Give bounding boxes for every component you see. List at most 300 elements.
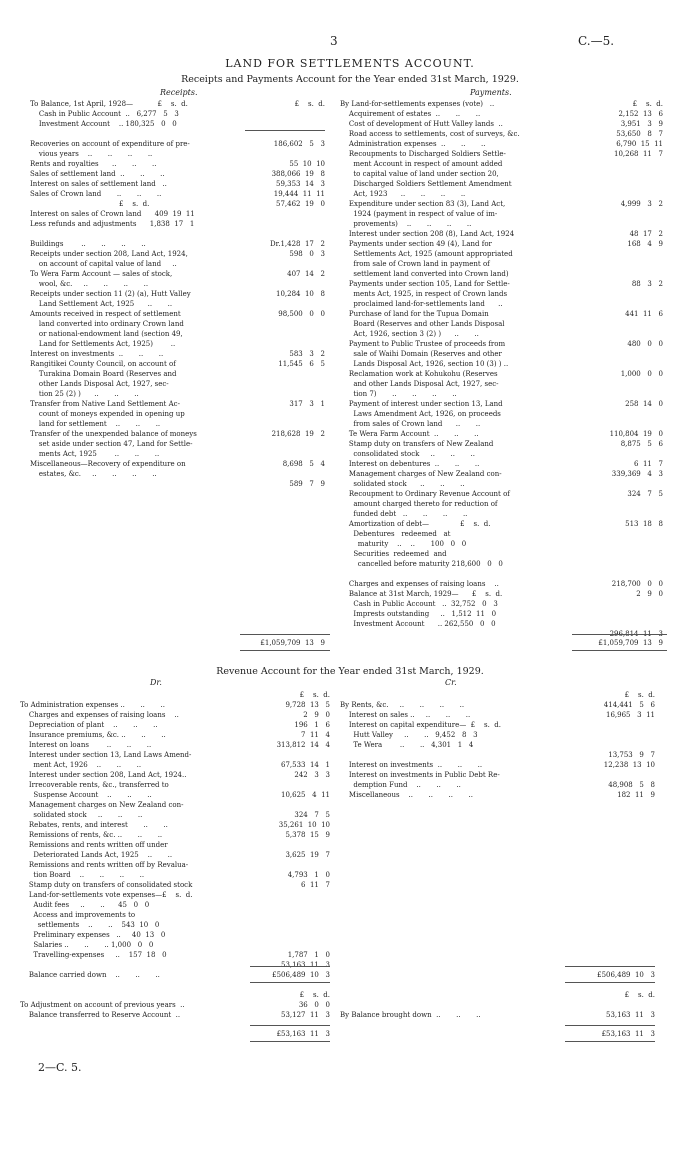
payment-amount: 6,790 15 11	[611, 140, 663, 148]
receipt-amount: 589 7 9	[280, 480, 325, 488]
receipt-amount	[245, 229, 325, 239]
revenue-cr-amount: 12,238 13 10	[601, 761, 655, 769]
receipt-line: £ s. d.	[30, 200, 150, 208]
revenue-dr-line: Interest under section 13, Land Laws Amend-	[20, 751, 192, 759]
receipt-amount: 11,545 6 5	[276, 360, 325, 368]
receipt-line	[30, 229, 250, 239]
payment-amount	[575, 259, 663, 269]
revenue-dr-amount: 2 9 0	[289, 711, 330, 719]
receipt-amount: 186,602 5 3	[273, 140, 325, 148]
revenue-dr-amount: 9,728 13 5	[281, 701, 330, 709]
receipt-line: or national-endowment land (section 49,	[30, 330, 183, 338]
payments-total-rule-top	[572, 634, 667, 635]
payment-amount	[575, 559, 663, 569]
payment-amount	[575, 179, 663, 189]
payment-line: Cash in Public Account .. 32,752 0 3	[340, 600, 498, 608]
receipt-amount	[245, 299, 325, 309]
payment-amount: 8,875 5 6	[616, 440, 663, 448]
revenue-dr-amount	[250, 780, 330, 790]
receipt-amount	[245, 259, 325, 269]
payment-line: maturity .. .. 100 0 0	[340, 540, 467, 548]
revenue-dr-line: Access and improvements to	[20, 911, 136, 919]
adjustment-dr-amount: 36 0 0	[287, 1001, 330, 1009]
receipt-amount: Dr.1,428 17 2	[270, 240, 325, 248]
payment-amount	[575, 449, 663, 459]
payment-amount: 513 18 8	[616, 520, 663, 528]
receipt-line: Sales of settlement land .. .. ..	[30, 170, 165, 178]
revenue-dr-line: Stamp duty on transfers of consolidated stock	[20, 881, 193, 889]
receipt-line: other Lands Disposal Act, 1927, sec-	[30, 380, 169, 388]
receipt-line: Rents and royalties .. .. ..	[30, 160, 157, 168]
revenue-cr-lines	[340, 700, 570, 800]
payment-line: from sales of Crown land .. ..	[340, 420, 481, 428]
adjustment-dr-total-rule-top	[250, 1025, 330, 1026]
payment-amount: 48 17 2	[618, 230, 663, 238]
revenue-dr-amount	[250, 910, 330, 920]
payment-line: consolidated stock .. .. ..	[340, 450, 476, 458]
revenue-cr-amount	[565, 730, 655, 740]
payment-line: Balance at 31st March, 1929— £ s. d.	[340, 590, 503, 598]
receipt-line: Land Settlement Act, 1925 .. ..	[30, 300, 173, 308]
adjustment-dr-line: To Adjustment on account of previous years ..	[20, 1001, 185, 1009]
revenue-dr-amount: 35,261 10 10	[276, 821, 330, 829]
payment-amount: £ s. d.	[619, 100, 663, 108]
payment-line: Investment Account .. 262,550 0 0	[340, 620, 496, 628]
receipt-amount: 583 3 2	[280, 350, 325, 358]
revenue-cr-amount: 13,753 9 7	[606, 751, 655, 759]
payment-amount: 339,369 4 3	[611, 470, 663, 478]
payment-amount: 480 0 0	[618, 340, 663, 348]
revenue-dr-amount: 5,378 15 9	[281, 831, 330, 839]
payments-heading: Payments.	[470, 88, 512, 97]
payment-line: Purchase of land for the Tupua Domain	[340, 310, 489, 318]
revenue-dr-amount	[250, 920, 330, 930]
payment-line: sale of Waihi Domain (Reserves and other	[340, 350, 502, 358]
payment-amount	[575, 479, 663, 489]
adjustment-cr-total: £53,163 11 3	[601, 1030, 655, 1038]
payment-line: Administration expenses .. .. ..	[340, 140, 486, 148]
revenue-dr-amount	[250, 800, 330, 810]
revenue-dr-amount: 53,163 11 3	[278, 961, 330, 969]
payment-line: Amortization of debt— £ s. d.	[340, 520, 491, 528]
revenue-dr-heading: Dr.	[150, 678, 162, 687]
revenue-dr-amount	[250, 890, 330, 900]
receipt-line: Less refunds and adjustments 1,838 17 1	[30, 220, 195, 228]
receipt-amount: 8,698 5 4	[278, 460, 325, 468]
receipt-line: Recoveries on account of expenditure of pre-	[30, 140, 190, 148]
revenue-dr-line: solidated stock .. .. ..	[20, 811, 143, 819]
revenue-dr-line: Remissions and rents written off under	[20, 841, 168, 849]
revenue-cr-line: Miscellaneous .. .. .. ..	[340, 791, 474, 799]
payment-amount	[575, 289, 663, 299]
revenue-dr-line: Interest under section 208, Land Act, 1924..	[20, 771, 187, 779]
revenue-dr-line: Travelling-expenses .. 157 18 0	[20, 951, 167, 959]
payment-amount	[575, 359, 663, 369]
payment-line: Securities redeemed and	[340, 550, 447, 558]
payment-amount: 10,268 11 7	[611, 150, 663, 158]
receipt-amount	[245, 219, 325, 229]
payment-amount	[575, 159, 663, 169]
payment-amount	[575, 269, 663, 279]
payment-amount: 441 11 6	[616, 310, 663, 318]
adjustment-cr-total-rule-top	[565, 1025, 655, 1026]
revenue-dr-total: £506,489 10 3	[272, 971, 330, 979]
receipt-amount: 407 14 2	[278, 270, 325, 278]
payment-amount	[575, 349, 663, 359]
receipt-amount	[245, 119, 325, 129]
payment-line: Expenditure under section 83 (3), Land Act,	[340, 200, 506, 208]
receipt-line: Interest on sales of settlement land ..	[30, 180, 167, 188]
revenue-cr-heading: Cr.	[445, 678, 457, 687]
revenue-dr-line: settlements .. .. 543 10 0	[20, 921, 160, 929]
receipt-line: Investment Account .. 180,325 0 0	[30, 120, 177, 128]
revenue-dr-total-rule-bottom	[250, 982, 330, 983]
payment-amount	[575, 319, 663, 329]
page-number: 3	[330, 34, 338, 48]
receipt-line: To Wera Farm Account — sales of stock,	[30, 270, 173, 278]
payment-amount: 296,814 11 3	[609, 630, 663, 638]
main-title: LAND FOR SETTLEMENTS ACCOUNT.	[225, 57, 475, 70]
payment-amount	[575, 209, 663, 219]
payment-amount: 88 3 2	[620, 280, 663, 288]
payment-line: amount charged thereto for reduction of	[340, 500, 498, 508]
receipt-amount	[245, 439, 325, 449]
payment-amount: 218,700 0 0	[611, 580, 663, 588]
revenue-dr-amount	[250, 900, 330, 910]
payment-amount: 324 7 5	[618, 490, 663, 498]
payment-amount	[575, 409, 663, 419]
revenue-dr-line: Irrecoverable rents, &c., transferred to	[20, 781, 169, 789]
receipt-amount: 57,462 19 0	[273, 200, 325, 208]
payment-amount	[575, 599, 663, 609]
receipt-line: To Balance, 1st April, 1928— £ s. d.	[30, 100, 188, 108]
payment-line: Charges and expenses of raising loans ..	[340, 580, 499, 588]
revenue-dr-line: Insurance premiums, &c. .. .. ..	[20, 731, 166, 739]
receipt-line: Interest on sales of Crown land 409 19 11	[30, 210, 195, 218]
revenue-dr-line: Land-for-settlements vote expenses—£ s. d.	[20, 891, 193, 899]
payment-line: Payment to Public Trustee of proceeds from	[340, 340, 506, 348]
revenue-dr-amounts	[250, 690, 330, 970]
receipt-line: wool, &c. .. .. .. ..	[30, 280, 149, 288]
receipt-amount	[245, 329, 325, 339]
payment-line: ment Account in respect of amount added	[340, 160, 503, 168]
revenue-cr-line: Interest on sales .. .. .. ..	[340, 711, 471, 719]
payment-line: Act, 1926, section 3 (2) ) .. ..	[340, 330, 479, 338]
receipt-line: Transfer of the unexpended balance of moneys	[30, 430, 197, 438]
revenue-dr-amount: 7 11 4	[287, 731, 330, 739]
payment-line: Cost of development of Hutt Valley lands ..	[340, 120, 503, 128]
revenue-dr-line: Deteriorated Lands Act, 1925 .. ..	[20, 851, 173, 859]
receipt-amount: 317 3 1	[280, 400, 325, 408]
payment-amount: 6 11 7	[620, 460, 663, 468]
revenue-cr-line: Hutt Valley .. .. 9,452 8 3	[340, 731, 478, 739]
revenue-dr-amount: 10,625 4 11	[278, 791, 330, 799]
receipts-amounts	[245, 99, 325, 489]
revenue-dr-line: Depreciation of plant .. .. ..	[20, 721, 158, 729]
revenue-dr-amount: 67,533 14 1	[278, 761, 330, 769]
payment-line: By Land-for-settlements expenses (vote) ..	[340, 100, 495, 108]
receipt-amount	[245, 469, 325, 479]
payment-amount: 258 14 0	[616, 400, 663, 408]
payment-line: cancelled before maturity 218,600 0 0	[340, 560, 503, 568]
payment-line: Debentures redeemed at	[340, 530, 451, 538]
footer-signature: 2—C. 5.	[38, 1061, 82, 1074]
payment-amount: 1,000 0 0	[616, 370, 663, 378]
payment-line: Stamp duty on transfers of New Zealand	[340, 440, 494, 448]
payment-line: Interest under section 208 (8), Land Act, 1924	[340, 230, 515, 238]
payment-amount: 110,804 19 0	[609, 430, 663, 438]
revenue-dr-line: Charges and expenses of raising loans ..	[20, 711, 179, 719]
adjustment-cr-line: By Balance brought down .. .. ..	[340, 1011, 481, 1019]
payment-line: Imprests outstanding .. 1,512 11 0	[340, 610, 497, 618]
receipt-line: set aside under section 47, Land for Settle-	[30, 440, 193, 448]
revenue-dr-amount: £ s. d.	[288, 691, 330, 699]
receipts-account-title: Receipts and Payments Account for the Year ended 31st March, 1929.	[181, 74, 519, 85]
revenue-cr-amounts	[565, 690, 655, 800]
receipt-amount: 388,066 19 8	[271, 170, 325, 178]
payment-amount	[575, 529, 663, 539]
receipt-amount: 55 10 10	[278, 160, 325, 168]
revenue-cr-line: Interest on capital expenditure— £ s. d.	[340, 721, 501, 729]
payments-amounts	[575, 99, 663, 639]
receipt-amount	[245, 419, 325, 429]
adjustment-dr-total-rule-bottom	[250, 1041, 330, 1042]
payment-line: tion 7) .. .. .. ..	[340, 390, 457, 398]
receipts-subtotal-rule	[245, 130, 325, 131]
revenue-dr-line: Remissions and rents written off by Revalua-	[20, 861, 189, 869]
receipt-line: vious years .. .. .. ..	[30, 150, 153, 158]
revenue-cr-amount	[565, 720, 655, 730]
revenue-dr-amount: 6 11 7	[287, 881, 330, 889]
revenue-cr-amount	[565, 770, 655, 780]
receipt-line: Interest on investments .. .. ..	[30, 350, 164, 358]
revenue-dr-amount: 4,793 1 0	[283, 871, 330, 879]
receipts-total-rule-bottom	[240, 650, 330, 651]
receipt-line: Amounts received in respect of settlement	[30, 310, 181, 318]
receipt-line: Transfer from Native Land Settlement Ac-	[30, 400, 180, 408]
revenue-dr-line: Salaries .. .. .. 1,000 0 0	[20, 941, 154, 949]
payment-amount	[575, 569, 663, 579]
revenue-dr-line: Management charges on New Zealand con-	[20, 801, 184, 809]
payment-line: from sale of Crown land in payment of	[340, 260, 490, 268]
revenue-dr-amount	[250, 750, 330, 760]
adjustment-cr-header: £ s. d.	[613, 991, 655, 999]
adjustment-dr-line: Balance transferred to Reserve Account ..	[20, 1011, 181, 1019]
revenue-dr-line: Interest on loans .. .. ..	[20, 741, 152, 749]
receipt-line: Land for Settlements Act, 1925) ..	[30, 340, 176, 348]
revenue-dr-amount	[250, 930, 330, 940]
payment-line: Te Wera Farm Account .. .. ..	[340, 430, 479, 438]
revenue-dr-total-rule-top	[250, 966, 330, 967]
revenue-cr-line	[340, 750, 570, 760]
receipt-line: Rangitikei County Council, on account of	[30, 360, 176, 368]
revenue-cr-total: £506,489 10 3	[597, 971, 655, 979]
revenue-dr-line: Remissions of rents, &c. .. .. ..	[20, 831, 163, 839]
receipt-line	[30, 129, 250, 139]
receipt-line: tion 25 (2) ) .. .. ..	[30, 390, 139, 398]
receipt-amount: £ s. d.	[283, 100, 325, 108]
revenue-dr-amount: 3,625 19 7	[281, 851, 330, 859]
revenue-cr-amount	[565, 740, 655, 750]
payment-line: Management charges of New Zealand con-	[340, 470, 502, 478]
payment-line: Lands Disposal Act, 1926, section 10 (3) ) ..	[340, 360, 509, 368]
payments-total: £1,059,709 13 9	[598, 639, 663, 647]
payment-amount	[575, 509, 663, 519]
receipt-amount: 218,628 19 2	[271, 430, 325, 438]
revenue-dr-line: Balance carried down .. .. ..	[20, 971, 160, 979]
revenue-account-title: Revenue Account for the Year ended 31st March, 1929.	[216, 666, 484, 677]
receipt-amount: 598 0 3	[280, 250, 325, 258]
receipt-line: Miscellaneous—Recovery of expenditure on	[30, 460, 186, 468]
document-ref: C.—5.	[578, 34, 615, 48]
payment-amount	[575, 609, 663, 619]
payments-lines	[340, 99, 570, 629]
payment-line: to capital value of land under section 20,	[340, 170, 499, 178]
receipt-line: on account of capital value of land ..	[30, 260, 177, 268]
revenue-cr-amount: 182 11 9	[608, 791, 655, 799]
receipts-heading: Receipts.	[160, 88, 198, 97]
payment-line	[340, 569, 570, 579]
receipt-amount	[245, 319, 325, 329]
adjustment-cr-amount: 53,163 11 3	[603, 1011, 655, 1019]
revenue-dr-amount	[250, 860, 330, 870]
adjustment-dr-amounts	[250, 1000, 330, 1020]
payment-line: Acquirement of estates .. .. ..	[340, 110, 481, 118]
revenue-dr-amount: 313,812 14 4	[276, 741, 330, 749]
receipt-amount	[245, 279, 325, 289]
payment-line: Discharged Soldiers Settlement Amendment	[340, 180, 512, 188]
receipt-amount: 19,444 11 11	[271, 190, 325, 198]
revenue-cr-amount: 16,965 3 11	[603, 711, 655, 719]
revenue-dr-line: Rebates, rents, and interest .. ..	[20, 821, 168, 829]
payment-amount: 53,650 8 7	[614, 130, 663, 138]
revenue-dr-line: To Administration expenses .. .. ..	[20, 701, 165, 709]
receipt-amount: 98,500 0 0	[276, 310, 325, 318]
payment-amount	[575, 219, 663, 229]
payment-line: funded debt .. .. .. ..	[340, 510, 468, 518]
payment-amount	[575, 379, 663, 389]
revenue-cr-line: Interest on investments .. .. ..	[340, 761, 483, 769]
receipt-line: count of moneys expended in opening up	[30, 410, 185, 418]
revenue-cr-line: demption Fund .. .. ..	[340, 781, 461, 789]
payment-line: Payments under section 105, Land for Settle-	[340, 280, 510, 288]
receipts-total: £1,059,709 13 9	[260, 639, 325, 647]
payment-amount: 2 9 0	[622, 590, 663, 598]
revenue-dr-line: Suspense Account .. .. ..	[20, 791, 152, 799]
revenue-cr-amount: 48,908 5 8	[606, 781, 655, 789]
receipt-amount	[245, 449, 325, 459]
payment-line: settlement land converted into Crown land)	[340, 270, 509, 278]
payment-line: and other Lands Disposal Act, 1927, sec-	[340, 380, 499, 388]
payment-amount	[575, 389, 663, 399]
receipt-line: Turakina Domain Board (Reserves and	[30, 370, 177, 378]
adjustment-dr-total: £53,163 11 3	[276, 1030, 330, 1038]
revenue-cr-line: Interest on investments in Public Debt Re-	[340, 771, 500, 779]
receipts-lines	[30, 99, 250, 479]
revenue-cr-total-rule-bottom	[565, 982, 655, 983]
payment-line: Settlements Act, 1925 (amount appropriated	[340, 250, 513, 258]
revenue-dr-amount: 1,787 1 0	[283, 951, 330, 959]
receipt-amount	[245, 209, 325, 219]
receipt-line: land for settlement .. .. ..	[30, 420, 161, 428]
revenue-cr-line: Te Wera .. .. 4,301 1 4	[340, 741, 474, 749]
revenue-dr-amount: 196 1 6	[285, 721, 330, 729]
receipt-amount	[245, 109, 325, 119]
receipt-amount: 59,353 14 3	[273, 180, 325, 188]
receipt-amount: 10,284 10 8	[273, 290, 325, 298]
revenue-dr-line: Preliminary expenses .. 40 13 0	[20, 931, 166, 939]
receipt-line: Receipts under section 208, Land Act, 1924,	[30, 250, 188, 258]
receipt-amount	[245, 369, 325, 379]
payment-line: Payments under section 49 (4), Land for	[340, 240, 492, 248]
revenue-cr-total-rule-top	[565, 966, 655, 967]
payment-line: Laws Amendment Act, 1926, on proceeds	[340, 410, 501, 418]
payment-line: proclaimed land-for-settlements land ..	[340, 300, 503, 308]
revenue-dr-amount: 324 7 5	[285, 811, 330, 819]
payment-line: ments Act, 1925, in respect of Crown lands	[340, 290, 508, 298]
receipt-amount	[245, 149, 325, 159]
revenue-cr-amount: 414,441 5 6	[603, 701, 655, 709]
revenue-dr-line	[20, 960, 260, 970]
payment-line: Act, 1923 .. .. .. ..	[340, 190, 466, 198]
payment-line: Board (Reserves and other Lands Disposal	[340, 320, 505, 328]
payment-line: Recoupments to Discharged Soldiers Settle-	[340, 150, 506, 158]
payment-amount	[575, 169, 663, 179]
adjustment-dr-header: £ s. d.	[288, 991, 330, 999]
revenue-dr-line: tion Board .. .. .. ..	[20, 871, 145, 879]
revenue-dr-amount	[250, 840, 330, 850]
payment-line: solidated stock .. .. ..	[340, 480, 465, 488]
payment-amount	[575, 539, 663, 549]
receipt-line: Buildings .. .. .. ..	[30, 240, 146, 248]
revenue-dr-lines	[20, 700, 260, 980]
receipts-total-rule-top	[240, 634, 330, 635]
payment-line: Interest on debentures .. .. ..	[340, 460, 480, 468]
receipt-line: Cash in Public Account .. 6,277 5 3	[30, 110, 179, 118]
receipt-line: Sales of Crown land .. .. ..	[30, 190, 162, 198]
payment-amount: 168 4 9	[618, 240, 663, 248]
receipt-amount	[245, 389, 325, 399]
payment-amount	[575, 329, 663, 339]
payment-line: provements) .. .. .. ..	[340, 220, 472, 228]
receipt-line: Receipts under section 11 (2) (a), Hutt Valley	[30, 290, 191, 298]
adjustment-dr-lines	[20, 1000, 260, 1020]
payment-amount	[575, 299, 663, 309]
payment-line: Recoupment to Ordinary Revenue Account of	[340, 490, 510, 498]
adjustment-cr-lines	[340, 1010, 570, 1020]
revenue-dr-line: Audit fees .. .. 45 0 0	[20, 901, 150, 909]
revenue-dr-amount	[250, 940, 330, 950]
payment-line: 1924 (payment in respect of value of im-	[340, 210, 498, 218]
payment-amount	[575, 419, 663, 429]
payment-amount	[575, 249, 663, 259]
revenue-dr-amount: 242 3 3	[285, 771, 330, 779]
adjustment-dr-amount: 53,127 11 3	[278, 1011, 330, 1019]
receipt-amount	[245, 379, 325, 389]
revenue-dr-line: ment Act, 1926 .. .. ..	[20, 761, 142, 769]
payment-line: Payment of interest under section 13, Land	[340, 400, 503, 408]
payment-line: Road access to settlements, cost of surveys, &c.	[340, 130, 520, 138]
payment-amount: 3,951 3 9	[616, 120, 663, 128]
receipt-line: ments Act, 1925 .. .. ..	[30, 450, 160, 458]
payment-amount	[575, 619, 663, 629]
payment-amount: 2,152 13 6	[614, 110, 663, 118]
revenue-cr-amount: £ s. d.	[611, 691, 655, 699]
revenue-cr-line: By Rents, &c. .. .. .. ..	[340, 701, 465, 709]
receipt-amount	[245, 409, 325, 419]
payment-amount	[575, 549, 663, 559]
receipt-amount	[245, 339, 325, 349]
